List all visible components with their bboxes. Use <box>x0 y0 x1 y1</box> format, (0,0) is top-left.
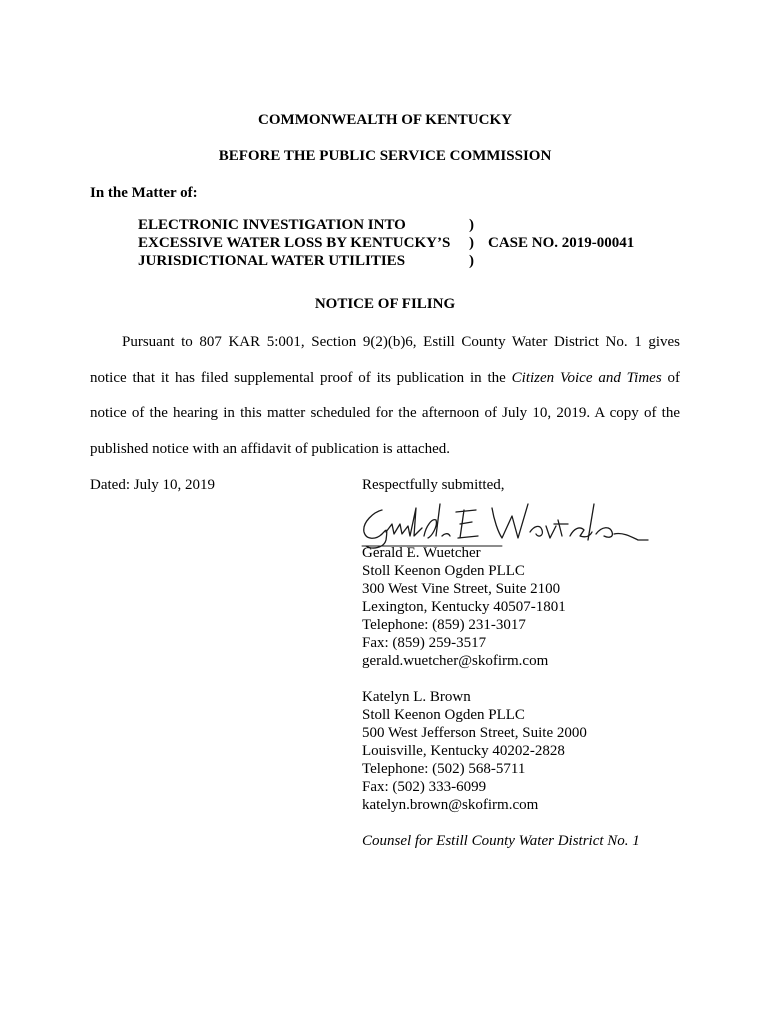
counsel-firm: Stoll Keenon Ogden PLLC <box>362 707 525 723</box>
body-line-2 <box>90 369 680 387</box>
caption-paren: ) <box>469 217 474 233</box>
body-line-4: published notice with an affidavit of publication is attached. <box>90 441 451 457</box>
counsel-email: katelyn.brown@skofirm.com <box>362 797 539 813</box>
body-text: of <box>661 370 681 386</box>
counsel-address-1: 300 West Vine Street, Suite 2100 <box>362 581 561 597</box>
counsel-firm: Stoll Keenon Ogden PLLC <box>362 563 525 579</box>
counsel-name: Gerald E. Wuetcher <box>362 545 481 561</box>
counsel-telephone: Telephone: (502) 568-5711 <box>362 761 526 777</box>
counsel-block-wuetcher <box>362 544 566 670</box>
notice-title: NOTICE OF FILING <box>314 296 456 312</box>
counsel-block-brown <box>362 688 587 814</box>
caption-parens <box>469 216 474 270</box>
matter-label: In the Matter of: <box>90 185 198 201</box>
body-text: notice that it has filed supplemental proof of its publication in the <box>90 370 512 386</box>
case-caption <box>138 216 450 270</box>
publication-name: Citizen Voice and Times <box>511 370 662 386</box>
dated-line: Dated: July 10, 2019 <box>90 477 215 493</box>
body-line-3: notice of the hearing in this matter scheduled for the afternoon of July 10, 2019. A copy of the <box>90 405 680 421</box>
caption-paren: ) <box>469 235 474 251</box>
counsel-email: gerald.wuetcher@skofirm.com <box>362 653 549 669</box>
header-commission: BEFORE THE PUBLIC SERVICE COMMISSION <box>218 148 552 164</box>
counsel-telephone: Telephone: (859) 231-3017 <box>362 617 526 633</box>
counsel-for-line: Counsel for Estill County Water District No. 1 <box>362 833 640 849</box>
caption-paren: ) <box>469 253 474 269</box>
counsel-fax: Fax: (859) 259-3517 <box>362 635 487 651</box>
body-line-1: Pursuant to 807 KAR 5:001, Section 9(2)(b)6, Estill County Water District No. 1 gives <box>122 334 680 350</box>
caption-line: JURISDICTIONAL WATER UTILITIES <box>138 253 406 269</box>
closing-line: Respectfully submitted, <box>362 477 505 493</box>
counsel-name: Katelyn L. Brown <box>362 689 471 705</box>
counsel-address-1: 500 West Jefferson Street, Suite 2000 <box>362 725 587 741</box>
header-commonwealth: COMMONWEALTH OF KENTUCKY <box>258 112 512 128</box>
counsel-fax: Fax: (502) 333-6099 <box>362 779 487 795</box>
caption-line: EXCESSIVE WATER LOSS BY KENTUCKY’S <box>138 235 451 251</box>
counsel-address-2: Lexington, Kentucky 40507-1801 <box>362 599 566 615</box>
counsel-address-2: Louisville, Kentucky 40202-2828 <box>362 743 565 759</box>
caption-line: ELECTRONIC INVESTIGATION INTO <box>138 217 406 233</box>
case-number: CASE NO. 2019-00041 <box>488 235 635 251</box>
